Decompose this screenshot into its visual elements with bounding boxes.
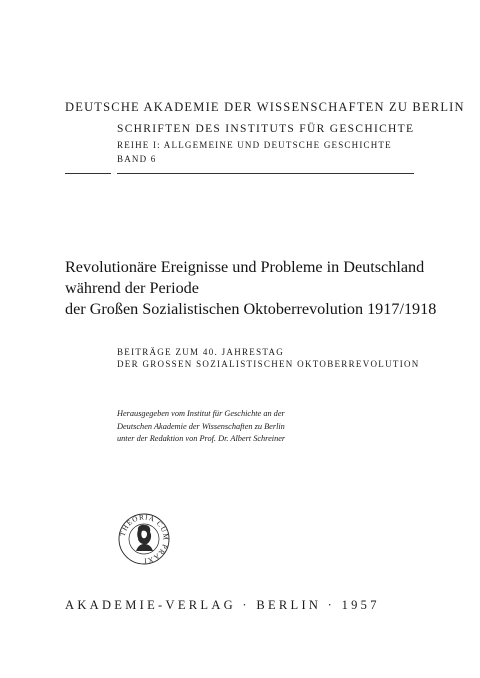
series-block <box>117 123 414 164</box>
book-subtitle <box>117 346 420 370</box>
title-line-3: der Großen Sozialistischen Oktoberrevolution 1917/1918 <box>65 300 437 318</box>
subtitle-line-1: BEITRÄGE ZUM 40. JAHRESTAG <box>117 347 285 357</box>
academy-name: DEUTSCHE AKADEMIE DER WISSENSCHAFTEN ZU BERLIN <box>65 100 465 114</box>
editors-line-1: Herausgegeben vom Institut für Geschichte an der <box>117 409 285 418</box>
divider-right <box>117 173 414 174</box>
publisher-imprint: AKADEMIE-VERLAG · BERLIN · 1957 <box>65 598 380 612</box>
portrait-icon <box>136 525 153 551</box>
divider-left <box>65 173 111 174</box>
volume-number: BAND 6 <box>117 154 157 164</box>
series-title: SCHRIFTEN DES INSTITUTS FÜR GESCHICHTE <box>117 123 415 135</box>
series-row: REIHE I: ALLGEMEINE UND DEUTSCHE GESCHICHTE <box>117 140 392 150</box>
title-line-2: während der Periode <box>65 279 199 297</box>
subtitle-line-2: DER GROSSEN SOZIALISTISCHEN OKTOBERREVOLUTION <box>117 359 420 369</box>
seal-legend: THEORIA CUM PRAXI <box>118 513 170 565</box>
editors-note <box>117 408 285 446</box>
editors-line-3: unter der Redaktion von Prof. Dr. Albert Schreiner <box>117 434 286 443</box>
editors-line-2: Deutschen Akademie der Wissenschaften zu Berlin <box>117 421 285 431</box>
title-line-1: Revolutionäre Ereignisse und Probleme in Deutschland <box>65 258 425 276</box>
academy-seal-icon <box>118 513 170 565</box>
book-title <box>65 257 436 320</box>
